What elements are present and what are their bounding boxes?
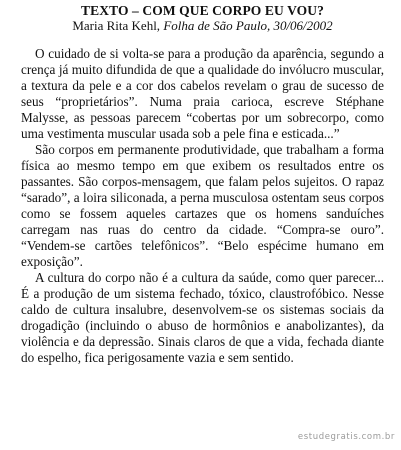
author-name: Maria Rita Kehl, (72, 18, 161, 33)
byline (21, 18, 384, 34)
paragraph-3: A cultura do corpo não é a cultura da saúde, como quer parecer... É a produção de um sistema fechado, tóxico, claustrofóbico. Nesse caldo de cultura insalubre, desenvolvem-se os sistemas sociais da drogadição (incluindo o abuso de hormônios e anabolizantes), da violência e da depressão. Sinais claros de que a vida, fechada diante do espelho, fica perigosamente vazia e sem sentido. (21, 270, 384, 365)
source-citation: Folha de São Paulo, 30/06/2002 (163, 18, 333, 33)
paragraph-2: São corpos em permanente produtividade, que trabalham a forma física ao mesmo tempo em que exibem os resultados entre os passantes. São corpos-mensagem, que falam pelos sujeitos. O rapaz “sarado”, a loira siliconada, a perna musculosa ostentam seus corpos como se fossem aqueles cartazes que os homens sanduíches carregam nas ruas do centro da cidade. “Compra-se ouro”. “Vendem-se cartões telefônicos”. “Belo espécime humano em exposição”. (21, 142, 384, 269)
document-title: TEXTO – COM QUE CORPO EU VOU? (81, 3, 324, 18)
site-watermark: estudegratis.com.br (297, 432, 395, 442)
paragraph-1: O cuidado de si volta-se para a produção da aparência, segundo a crença já muito difundida de que a qualidade do invólucro muscular, a textura da pele e a cor dos cabelos revelam o grau de sucesso de seus “proprietários”. Numa praia carioca, escreve Stéphane Malysse, as pessoas parecem “cobertas por um sobrecorpo, como uma vestimenta muscular usada sob a pele fina e esticada...” (21, 46, 384, 141)
document-body (21, 46, 384, 366)
